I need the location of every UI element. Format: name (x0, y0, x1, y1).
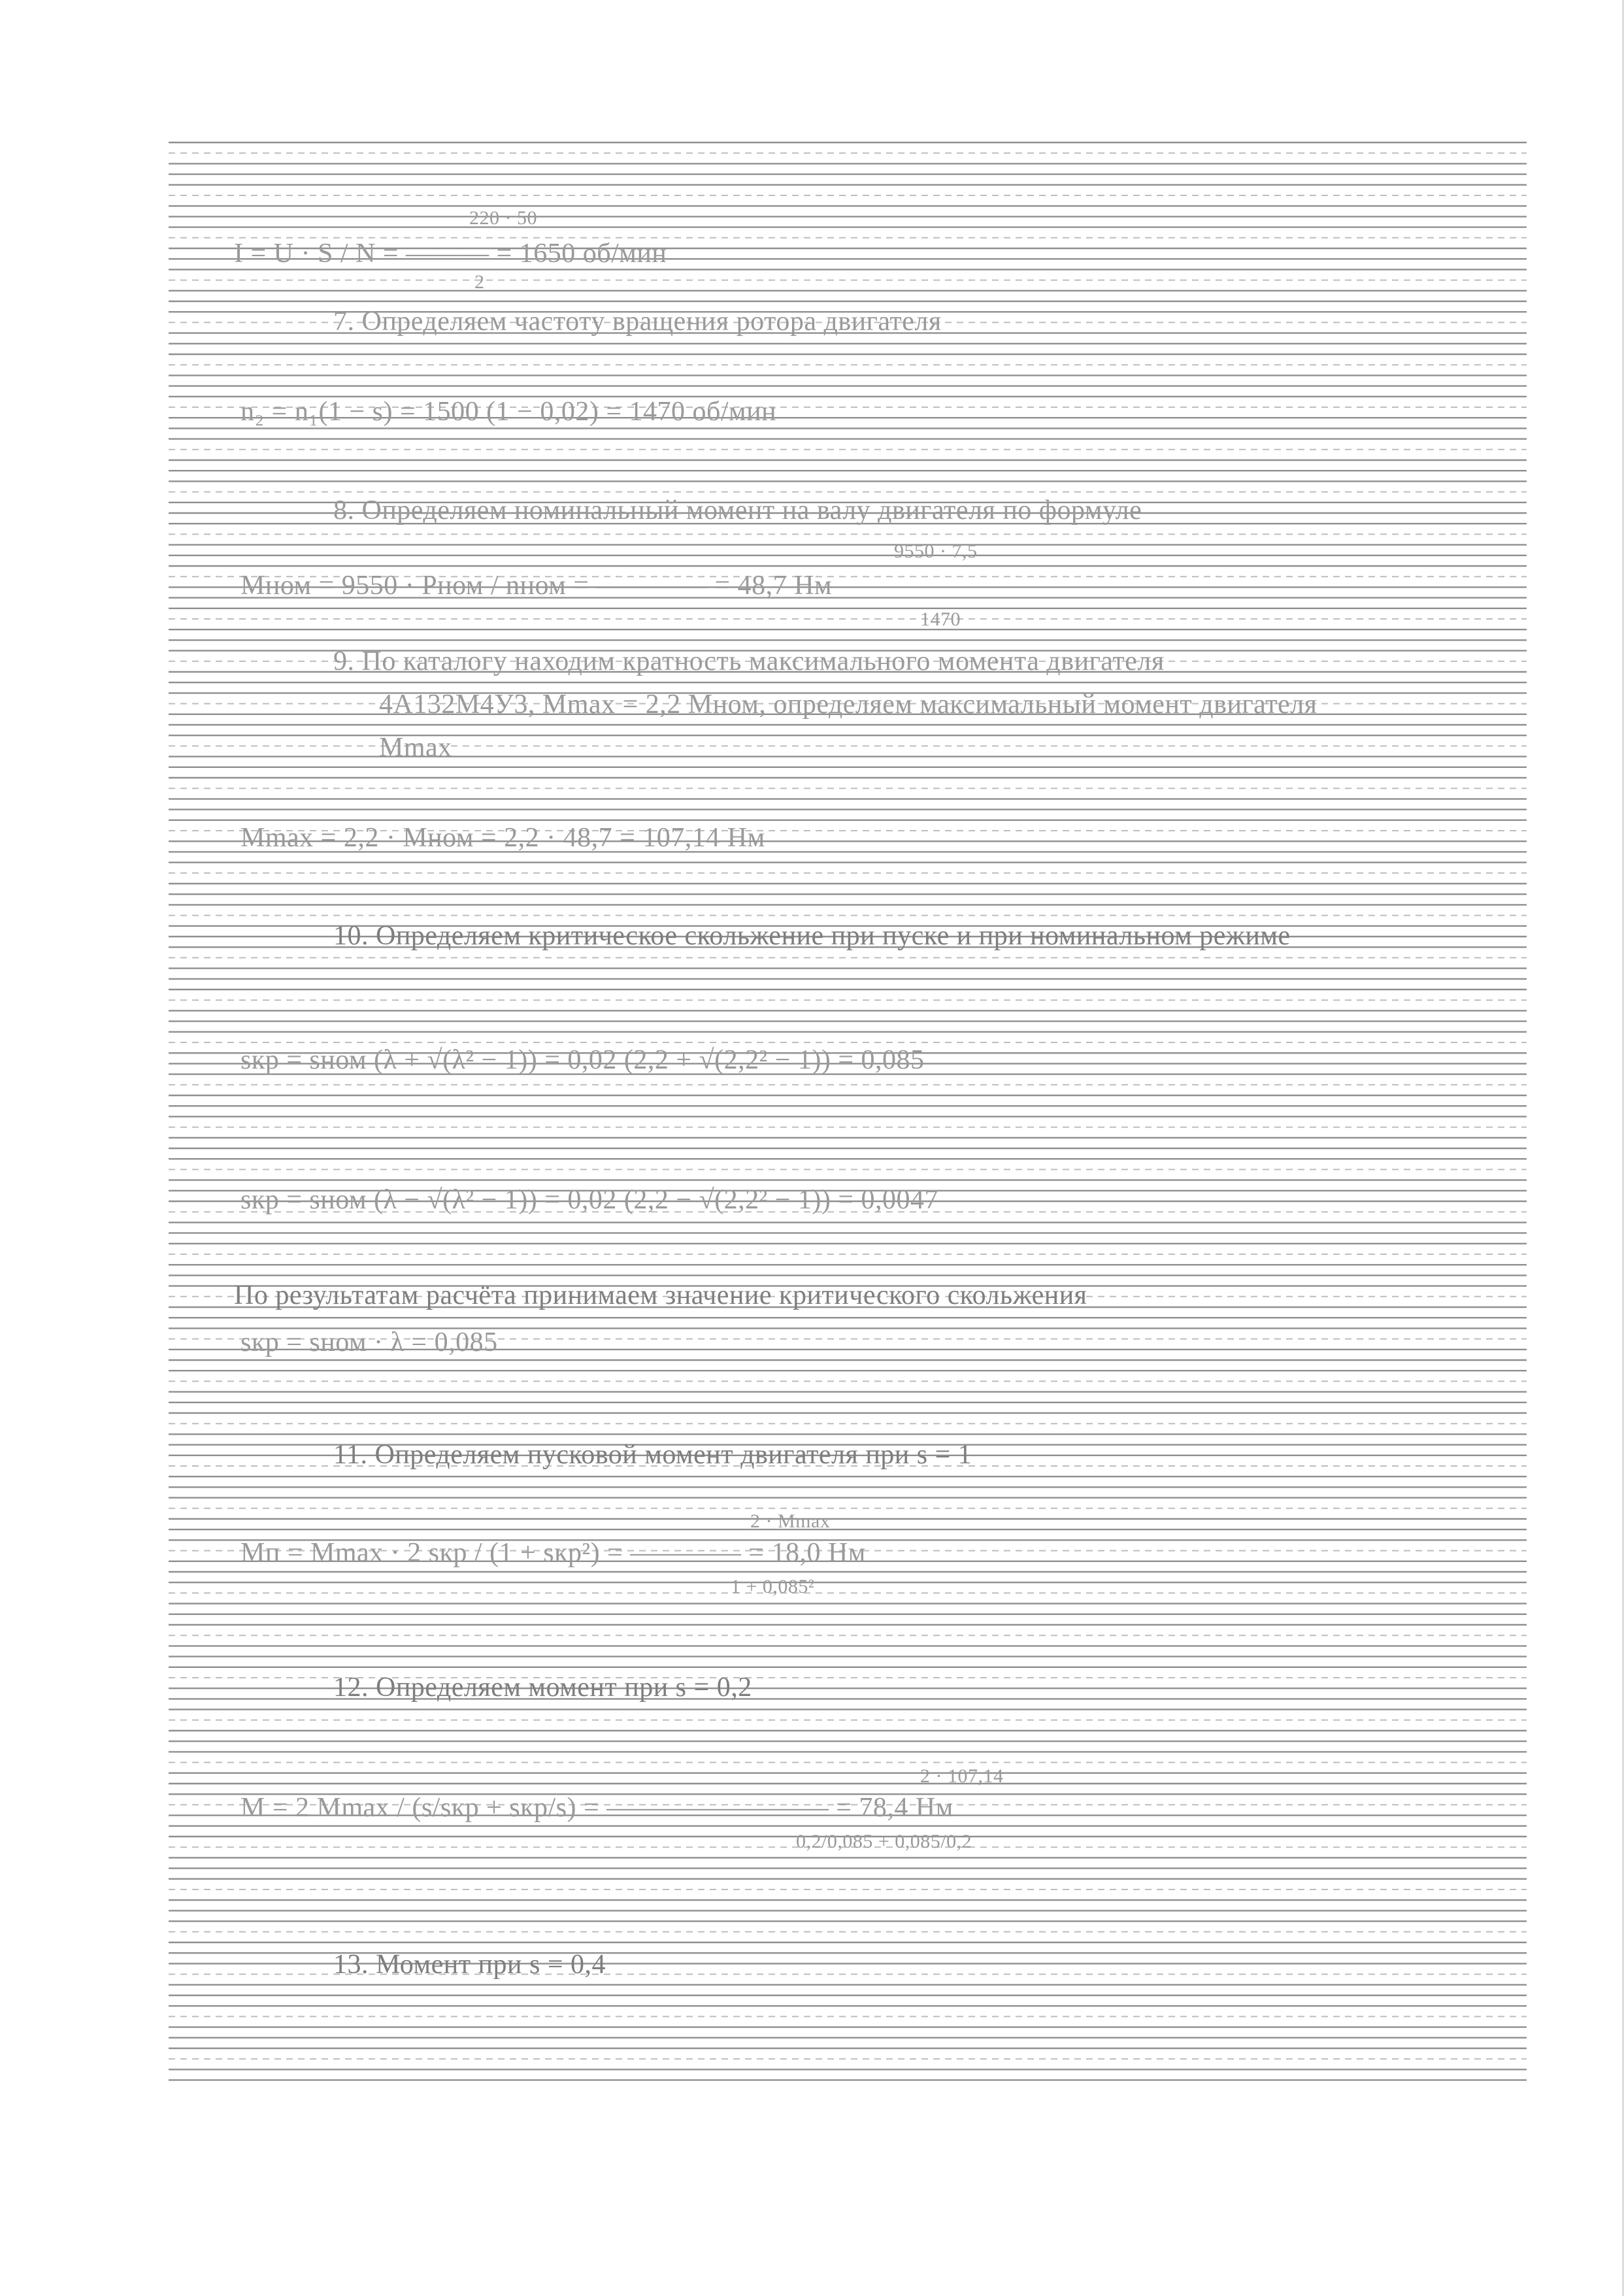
step-heading: 12. Определяем момент при s = 0,2 (333, 1672, 752, 1703)
fraction-numerator: 9550 · 7,5 (894, 541, 978, 562)
paragraph-text: sкр = sном · λ = 0,085 (240, 1327, 498, 1357)
step-heading: 10. Определяем критическое скольжение при пуске и при номинальном режиме (333, 921, 1291, 951)
ruled-page (169, 139, 1527, 2090)
fraction-denominator: 1 + 0,085² (731, 1576, 815, 1597)
formula-line: M = 2 Mmax / (s/sкр + sкр/s) = ———————— = 78,4 Нм (240, 1793, 953, 1823)
step-heading: 8. Определяем номинальный момент на валу двигателя по формуле (333, 495, 1142, 525)
formula-line: Mном = 9550 · Pном / nном = ———— = 48,7 Нм (240, 571, 833, 601)
step-heading: 7. Определяем частоту вращения ротора двигателя (333, 307, 942, 337)
formula-line: Mmax = 2,2 · Mном = 2,2 · 48,7 = 107,14 Нм (240, 823, 765, 853)
fraction-denominator: 1470 (920, 608, 961, 630)
fraction-numerator: 2 · 107,14 (920, 1765, 1004, 1787)
fraction-numerator: 2 · Mmax (750, 1510, 831, 1532)
formula-line: I = U · S / N = ——— = 1650 об/мин (234, 239, 667, 269)
fraction-denominator: 0,2/0,085 + 0,085/0,2 (796, 1831, 972, 1852)
fraction-numerator: 220 · 50 (469, 207, 537, 229)
fraction-denominator: 2 (474, 271, 485, 293)
formula-line: sкр = sном (λ − √(λ² − 1)) = 0,02 (2,2 − √(2,2² − 1)) = 0,0047 (240, 1185, 939, 1215)
step-text: Mmax (379, 733, 452, 763)
step-text: 4А132М4У3, Mmax = 2,2 Mном, определяем максимальный момент двигателя (379, 690, 1317, 720)
paragraph-text: По результатам расчёта принимаем значение критического скольжения (234, 1280, 1087, 1310)
formula-line: sкр = sном (λ + √(λ² − 1)) = 0,02 (2,2 + √(2,2² − 1)) = 0,085 (240, 1045, 925, 1075)
step-heading: 11. Определяем пусковой момент двигателя при s = 1 (333, 1440, 972, 1470)
formula-line: Mп = Mmax · 2 sкр / (1 + sкр²) = ———— = 18,0 Нм (240, 1538, 866, 1568)
step-heading: 9. По каталогу находим кратность максимального момента двигателя (333, 646, 1165, 676)
formula-line: n₂ = n₁(1 − s) = 1500 (1 − 0,02) = 1470 об/мин (240, 397, 777, 427)
step-heading: 13. Момент при s = 0,4 (333, 1950, 606, 1980)
